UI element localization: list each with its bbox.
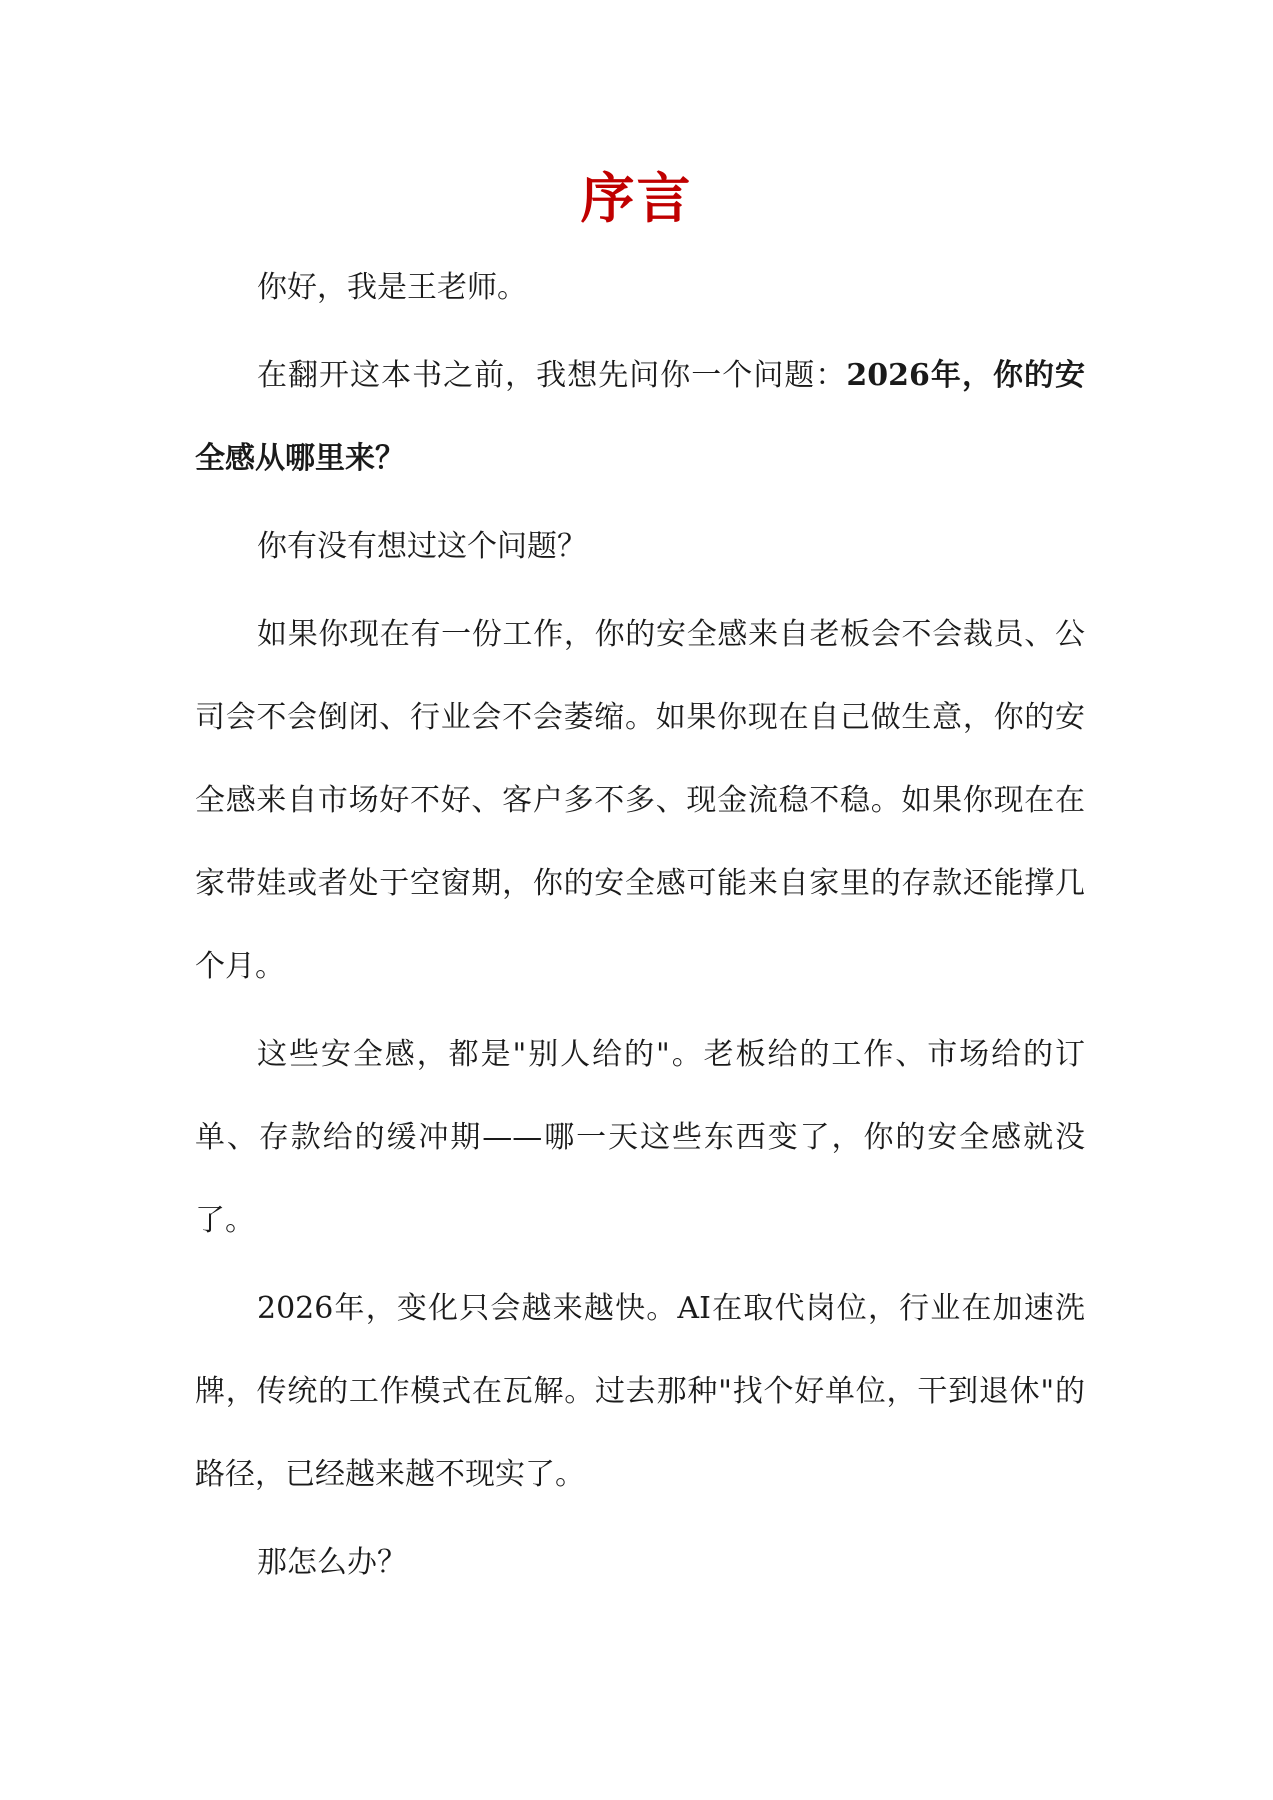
- bold-question-text: 2026年，你的安全感从哪里来？: [195, 358, 1086, 476]
- paragraph-text: 2026年，变化只会越来越快。AI在取代岗位，行业在加速洗牌，传统的工作模式在瓦解。过去那种"找个好单位，干到退休"的路径，已经越来越不现实了。: [195, 1291, 1085, 1492]
- paragraph-text: 如果你现在有一份工作，你的安全感来自老板会不会裁员、公司会不会倒闭、行业会不会萎缩。如果你现在自己做生意，你的安全感来自市场好不好、客户多不多、现金流稳不稳。如果你现在在家带娃或者处于空窗期，你的安全感可能来自家里的存款还能撑几个月。: [195, 617, 1085, 984]
- paragraph-sources-of-security: [195, 593, 1085, 1008]
- paragraph-greeting: [195, 246, 1085, 329]
- paragraph-given-by-others: [195, 1013, 1085, 1262]
- paragraph-text: 在翻开这本书之前，我想先问你一个问题：: [257, 358, 847, 393]
- page-title: 序言: [580, 166, 693, 230]
- paragraph-text: 那怎么办？: [257, 1545, 407, 1580]
- paragraph-reflection: [195, 505, 1085, 588]
- paragraph-what-to-do: [195, 1521, 1085, 1604]
- document-body: [195, 246, 1085, 1609]
- paragraph-change: [195, 1267, 1085, 1516]
- paragraph-question: [195, 334, 1085, 500]
- paragraph-text: 你好，我是王老师。: [257, 270, 527, 305]
- paragraph-text: 这些安全感，都是"别人给的"。老板给的工作、市场给的订单、存款给的缓冲期——哪一天这些东西变了，你的安全感就没了。: [195, 1037, 1085, 1238]
- paragraph-text: 你有没有想过这个问题？: [257, 529, 587, 564]
